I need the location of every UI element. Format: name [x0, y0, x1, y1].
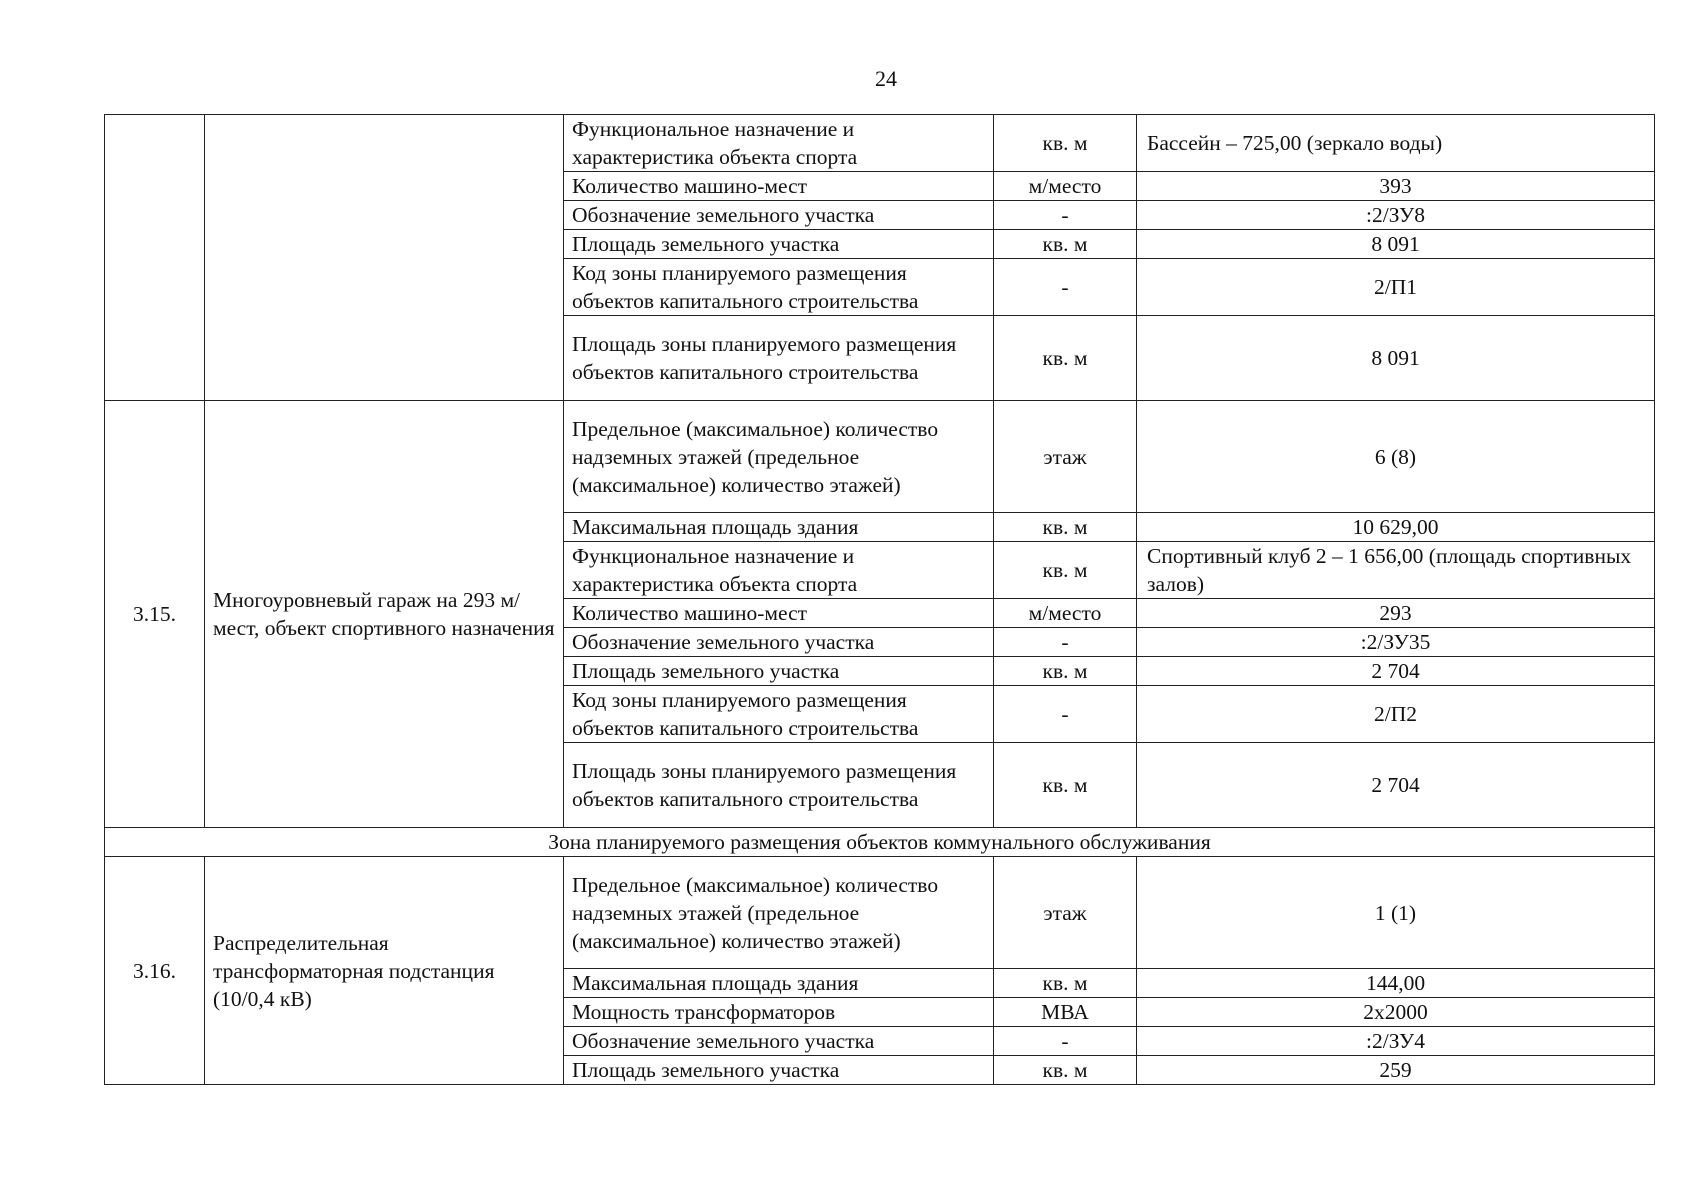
unit-cell: кв. м	[994, 969, 1137, 998]
value-cell: Спортивный клуб 2 – 1 656,00 (площадь спортивных залов)	[1137, 542, 1655, 599]
value-cell: Бассейн – 725,00 (зеркало воды)	[1137, 115, 1655, 172]
param-cell: Предельное (максимальное) количество надземных этажей (предельное (максимальное) количество этажей)	[564, 401, 994, 513]
param-cell: Максимальная площадь здания	[564, 513, 994, 542]
value-cell: 259	[1137, 1056, 1655, 1085]
unit-cell: кв. м	[994, 230, 1137, 259]
value-cell: 2х2000	[1137, 998, 1655, 1027]
unit-cell: кв. м	[994, 513, 1137, 542]
param-cell: Площадь зоны планируемого размещения объектов капитального строительства	[564, 316, 994, 401]
table-row	[105, 115, 1655, 172]
value-cell: 144,00	[1137, 969, 1655, 998]
item-name-cell: Многоуровневый гараж на 293 м/мест, объект спортивного назначения	[205, 401, 564, 828]
unit-cell: -	[994, 628, 1137, 657]
item-name-cell	[205, 115, 564, 401]
item-number-cell: 3.16.	[105, 857, 205, 1085]
param-cell: Обозначение земельного участка	[564, 201, 994, 230]
page-number: 24	[875, 66, 897, 91]
section-heading: Зона планируемого размещения объектов коммунального обслуживания	[105, 828, 1655, 857]
value-cell: 293	[1137, 599, 1655, 628]
item-number-cell: 3.15.	[105, 401, 205, 828]
value-cell: 2/П1	[1137, 259, 1655, 316]
unit-cell: кв. м	[994, 1056, 1137, 1085]
value-cell: 2 704	[1137, 743, 1655, 828]
item-name-cell: Распределительная трансформаторная подстанция (10/0,4 кВ)	[205, 857, 564, 1085]
unit-cell: -	[994, 686, 1137, 743]
unit-cell: этаж	[994, 857, 1137, 969]
param-cell: Мощность трансформаторов	[564, 998, 994, 1027]
table-row	[105, 857, 1655, 969]
value-cell: 8 091	[1137, 316, 1655, 401]
param-cell: Код зоны планируемого размещения объектов капитального строительства	[564, 259, 994, 316]
param-cell: Код зоны планируемого размещения объектов капитального строительства	[564, 686, 994, 743]
value-cell: 1 (1)	[1137, 857, 1655, 969]
value-cell: :2/ЗУ4	[1137, 1027, 1655, 1056]
unit-cell: -	[994, 259, 1137, 316]
unit-cell: кв. м	[994, 743, 1137, 828]
unit-cell: м/место	[994, 599, 1137, 628]
param-cell: Площадь зоны планируемого размещения объектов капитального строительства	[564, 743, 994, 828]
value-cell: 2/П2	[1137, 686, 1655, 743]
param-cell: Площадь земельного участка	[564, 230, 994, 259]
item-number-cell	[105, 115, 205, 401]
value-cell: 393	[1137, 172, 1655, 201]
unit-cell: кв. м	[994, 115, 1137, 172]
unit-cell: -	[994, 201, 1137, 230]
unit-cell: МВА	[994, 998, 1137, 1027]
param-cell: Количество машино-мест	[564, 599, 994, 628]
value-cell: :2/ЗУ8	[1137, 201, 1655, 230]
parameters-table	[104, 114, 1655, 1085]
param-cell: Обозначение земельного участка	[564, 628, 994, 657]
value-cell: 6 (8)	[1137, 401, 1655, 513]
value-cell: 2 704	[1137, 657, 1655, 686]
unit-cell: этаж	[994, 401, 1137, 513]
unit-cell: -	[994, 1027, 1137, 1056]
param-cell: Площадь земельного участка	[564, 657, 994, 686]
value-cell: :2/ЗУ35	[1137, 628, 1655, 657]
param-cell: Функциональное назначение и характеристика объекта спорта	[564, 542, 994, 599]
param-cell: Функциональное назначение и характеристика объекта спорта	[564, 115, 994, 172]
unit-cell: кв. м	[994, 657, 1137, 686]
param-cell: Максимальная площадь здания	[564, 969, 994, 998]
value-cell: 8 091	[1137, 230, 1655, 259]
unit-cell: кв. м	[994, 542, 1137, 599]
param-cell: Площадь земельного участка	[564, 1056, 994, 1085]
param-cell: Предельное (максимальное) количество надземных этажей (предельное (максимальное) количество этажей)	[564, 857, 994, 969]
section-row	[105, 828, 1655, 857]
table-row	[105, 401, 1655, 513]
param-cell: Количество машино-мест	[564, 172, 994, 201]
unit-cell: м/место	[994, 172, 1137, 201]
param-cell: Обозначение земельного участка	[564, 1027, 994, 1056]
unit-cell: кв. м	[994, 316, 1137, 401]
value-cell: 10 629,00	[1137, 513, 1655, 542]
